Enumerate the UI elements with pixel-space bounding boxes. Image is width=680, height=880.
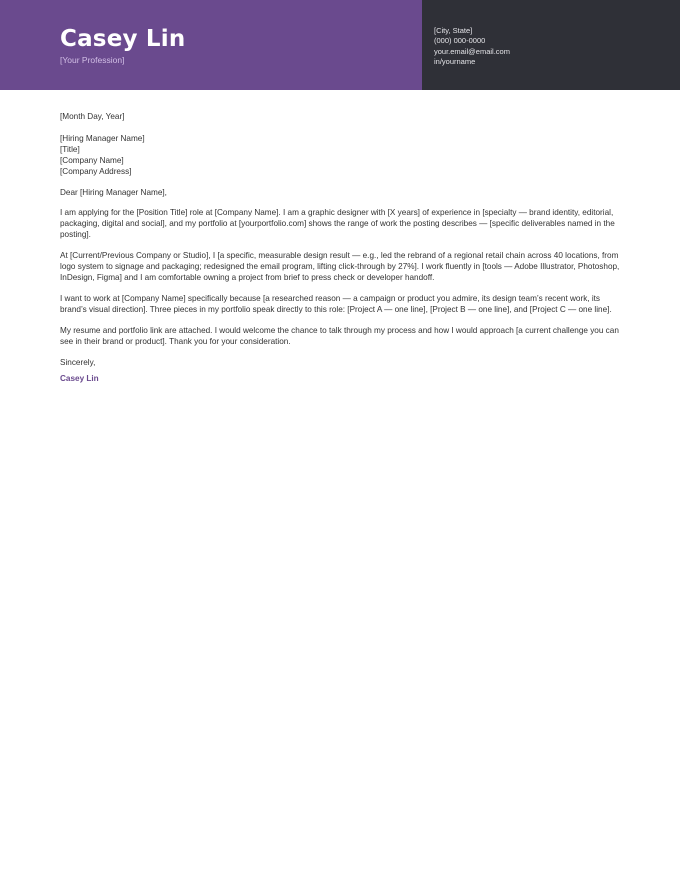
contact-email[interactable]: your.email@email.com [434,46,510,56]
recipient-block [60,133,620,177]
recipient-title: [Title] [60,145,80,154]
applicant-name: Casey Lin [60,26,186,52]
letter-header [0,0,680,90]
contact-location: [City, State] [434,26,473,35]
paragraph-experience: At [Current/Previous Company or Studio], I [a specific, measurable design result — e.g., led the rebrand of a regional retail chain across 40 locations, from logo system to signage and packaging; redesigned the email program, lifting click-through by 27%]. I work fluently in [tools — Adobe Illustrator, Photoshop, InDesign, Figma] and I am comfortable owning a project from brief to press check or developer handoff. [60,251,620,282]
paragraph-motivation: I want to work at [Company Name] specifically because [a researched reason — a campaign or product you admire, its design team’s recent work, its brand’s visual direction]. Three pieces in my portfolio speak directly to this role: [Project A — one line], [Project B — one line], and [Project C — one line]. [60,294,612,314]
salutation: Dear [Hiring Manager Name], [60,188,167,197]
contact-linkedin[interactable]: in/yourname [434,56,476,66]
closing: Sincerely, [60,358,96,367]
contact-info [434,26,510,67]
signature: Casey Lin [60,374,99,383]
letter-date: [Month Day, Year] [60,112,125,121]
paragraph-intro: I am applying for the [Position Title] role at [Company Name]. I am a graphic designer with [X years] of experience in [specialty — brand identity, editorial, packaging, digital and social], and my portfolio at [yourportfolio.com] shows the range of work the posting describes — [specific deliverables named in the posting]. [60,208,615,239]
recipient-manager: [Hiring Manager Name] [60,134,145,143]
paragraph-closing: My resume and portfolio link are attached. I would welcome the chance to talk through my process and how I would approach [a current challenge you can see in their brand or product]. Thank you for your consideration. [60,326,619,346]
letter-body [60,111,620,384]
recipient-address: [Company Address] [60,167,132,176]
applicant-profession: [Your Profession] [60,55,125,65]
contact-phone: (000) 000-0000 [434,36,486,46]
recipient-company: [Company Name] [60,156,124,165]
